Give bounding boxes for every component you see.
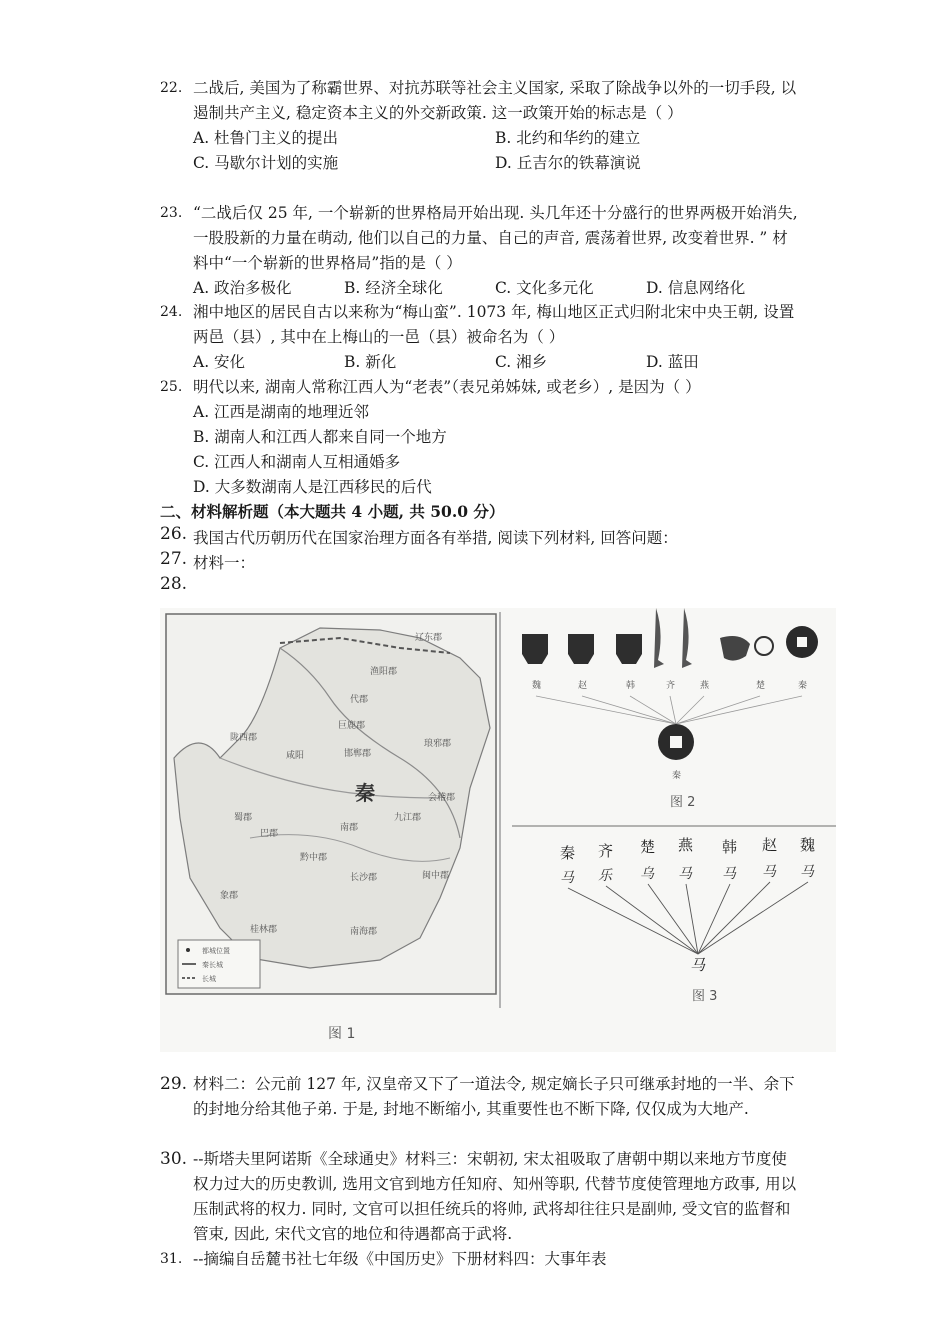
script-state-label: 魏 [800,836,816,854]
coin-state-label: 赵 [578,681,588,691]
legend-item: 长城 [202,975,216,983]
coin-state-label: 齐 [666,681,676,691]
question-text: 材料一： [193,554,256,572]
map-label: 陇西郡 [230,733,258,743]
script-glyph: 马 [762,864,776,880]
script-glyph: 马 [722,866,736,882]
option-d[interactable]: D. 蓝田 [646,353,699,371]
question-number: 30. [160,1149,188,1169]
question-29 [160,1072,800,1122]
question-text: 我国古代历朝历代在国家治理方面各有举措, 阅读下列材料, 回答问题： [193,529,678,547]
legend-item: 秦长城 [202,961,223,969]
script-state-label: 楚 [640,838,656,856]
option-c[interactable]: C. 马歇尔计划的实施 [193,154,339,172]
map-label: 黔中郡 [300,853,328,863]
figure-svg [160,608,836,1052]
map-label: 九江郡 [394,813,422,823]
option-b[interactable]: B. 经济全球化 [344,279,443,297]
option-b[interactable]: B. 湖南人和江西人都来自同一个地方 [193,428,447,446]
coin-state-label: 楚 [756,681,766,691]
question-number: 22. [160,80,183,96]
script-state-label: 燕 [678,836,694,854]
map-label: 桂林郡 [250,925,278,935]
unified-script-glyph: 马 [690,956,706,974]
question-text: --摘编自岳麓书社七年级《中国历史》下册材料四：大事年表 [193,1250,607,1268]
option-a[interactable]: A. 安化 [193,353,246,371]
question-number: 24. [160,304,183,320]
question-31 [160,1247,800,1272]
question-number: 25. [160,379,183,395]
coin-state-label: 魏 [532,681,542,691]
option-a[interactable]: A. 江西是湖南的地理近邻 [193,403,370,421]
script-state-label: 齐 [598,842,614,860]
question-23 [160,201,800,301]
option-c[interactable]: C. 湘乡 [495,353,548,371]
unified-coin-label: 秦 [672,771,682,781]
coin-state-label: 燕 [700,681,710,691]
option-d[interactable]: D. 信息网络化 [646,279,746,297]
map-label: 会稽郡 [428,793,456,803]
option-a[interactable]: A. 杜鲁门主义的提出 [193,129,339,147]
section-heading: 二、材料解析题（本大题共 4 小题, 共 50.0 分） [160,502,505,521]
map-label: 闽中郡 [422,871,450,881]
material-figure [160,608,836,1052]
question-number: 27. [160,549,188,569]
question-number: 28. [160,574,188,594]
coin-state-label: 秦 [798,681,808,691]
spade-coin-icon [522,634,548,664]
map-label: 象郡 [220,891,239,901]
map-label: 琅邪郡 [424,739,452,749]
option-c[interactable]: C. 文化多元化 [495,279,594,297]
map-label: 南海郡 [350,927,378,937]
map-legend [178,940,260,988]
question-number: 26. [160,524,188,544]
question-30 [160,1147,800,1247]
script-glyph: 马 [800,864,814,880]
options-row [193,350,800,375]
map-label: 咸阳 [286,751,305,761]
question-number: 29. [160,1074,188,1094]
map-label: 蜀郡 [234,813,253,823]
question-24 [160,300,800,375]
question-number: 31. [160,1251,183,1267]
question-text: “二战后仅 25 年, 一个崭新的世界格局开始出现. 头几年还十分盛行的世界两极开始消失, 一股股新的力量在萌动, 他们以自己的力量、自己的声音, 震荡着世界, 改变着世界. ” 材料中“一个崭新的世界格局”指的是（ ） [193,204,798,272]
question-25 [160,375,800,500]
option-a[interactable]: A. 政治多极化 [193,279,292,297]
options-row [193,276,800,301]
question-text: 明代以来, 湖南人常称江西人为“老表”（表兄弟姊妹, 或老乡）, 是因为（ ） [193,378,701,396]
coin-state-label: 韩 [626,681,636,691]
figure-caption: 图 2 [670,795,696,810]
question-text: 湘中地区的居民自古以来称为“梅山蛮”. 1073 年, 梅山地区正式归附北宋中央王朝, 设置两邑（县）, 其中在上梅山的一邑（县）被命名为（ ） [193,303,795,346]
figure-caption: 图 3 [692,989,718,1004]
qin-map [166,614,496,1042]
script-state-label: 韩 [722,838,738,856]
options-row [193,126,800,151]
question-text: 材料二：公元前 127 年, 汉皇帝又下了一道法令, 规定嫡长子只可继承封地的一半、余下的封地分给其他子弟. 于是, 封地不断缩小, 其重要性也不断下降, 仅仅成为大地产. [193,1075,795,1118]
option-c[interactable]: C. 江西人和湖南人互相通婚多 [193,453,401,471]
map-label: 南郡 [340,823,359,833]
option-b[interactable]: B. 新化 [344,353,397,371]
map-label: 辽东郡 [415,633,443,643]
map-label: 巨鹿郡 [338,721,366,731]
figure-caption: 图 1 [328,1026,356,1042]
map-center-label: 秦 [355,781,375,805]
question-number: 23. [160,205,183,221]
map-label: 巴郡 [260,829,279,839]
script-glyph: 乌 [640,866,654,882]
options-row [193,151,800,176]
map-label: 邯郸郡 [344,749,372,759]
legend-item: 都城位置 [202,947,230,955]
option-b[interactable]: B. 北约和华约的建立 [495,129,641,147]
spade-coin-icon [616,634,642,664]
script-glyph: 乐 [598,868,612,884]
map-label: 代郡 [350,695,369,705]
map-label: 渔阳郡 [370,667,398,677]
question-22 [160,76,800,176]
script-glyph: 马 [560,870,574,886]
question-text: 二战后, 美国为了称霸世界、对抗苏联等社会主义国家, 采取了除战争以外的一切手段, 以遏制共产主义, 稳定资本主义的外交新政策. 这一政策开始的标志是（ ） [193,79,797,122]
script-state-label: 赵 [762,836,778,854]
script-glyph: 马 [678,866,692,882]
map-label: 长沙郡 [350,873,378,883]
script-state-label: 秦 [560,844,576,862]
question-text: --斯塔夫里阿诺斯《全球通史》材料三：宋朝初, 宋太祖吸取了唐朝中期以来地方节度使权力过大的历史教训, 选用文官到地方任知府、知州等职, 代替节度使管理地方政事, 用以压制武将的权力. 同时, 文官可以担任统兵的将帅, 武将却往往只是副帅, 受文官的监督和管束, 因此, 宋代文官的地位和待遇都高于武将. [193,1150,797,1243]
spade-coin-icon [568,634,594,664]
options-column [193,400,800,500]
option-d[interactable]: D. 大多数湖南人是江西移民的后代 [193,478,432,496]
option-d[interactable]: D. 丘吉尔的铁幕演说 [495,154,641,172]
